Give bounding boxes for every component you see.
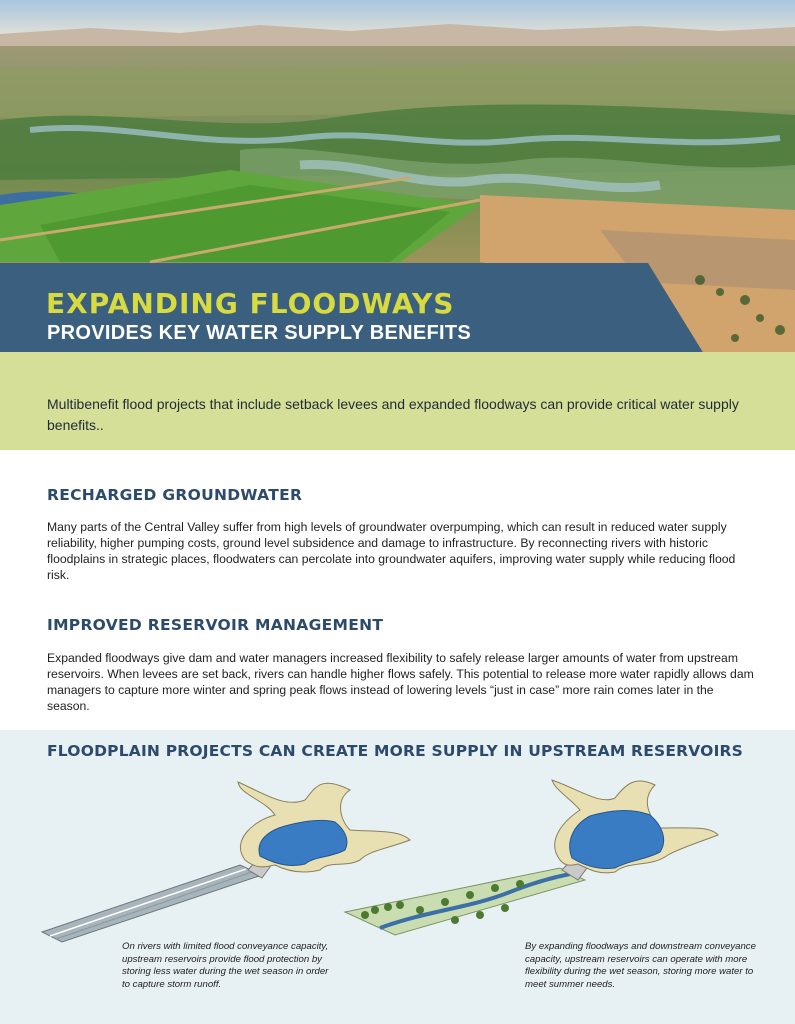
section-heading-reservoir: IMPROVED RESERVOIR MANAGEMENT — [47, 616, 384, 634]
diagram-heading: FLOODPLAIN PROJECTS CAN CREATE MORE SUPPLY IN UPSTREAM RESERVOIRS — [47, 742, 744, 760]
caption-right: By expanding floodways and downstream conveyance capacity, upstream reservoirs can operate with more flexibility during the wet season, storing more water to meet summer needs. — [525, 941, 756, 990]
reservoir-illustration-right — [345, 780, 718, 935]
reservoir-illustration-left — [42, 782, 410, 942]
page-subtitle: PROVIDES KEY WATER SUPPLY BENEFITS — [47, 322, 471, 344]
section-body-reservoir: Expanded floodways give dam and water managers increased flexibility to safely release larger amounts of water from upstream reservoirs. When levees are set back, rivers can handle higher flows safely. This potential to release more water rapidly allows dam managers to capture more winter and spring peak flows instead of lowering levels “just in case” more rain comes later in the season. — [47, 651, 754, 713]
intro-text: Multibenefit flood projects that include setback levees and expanded floodways can provide critical water supply benefits.. — [47, 396, 739, 433]
section-heading-groundwater: RECHARGED GROUNDWATER — [47, 486, 303, 504]
caption-left: On rivers with limited flood conveyance capacity, upstream reservoirs provide flood protection by storing less water during the wet season in order to capture storm runoff. — [122, 941, 329, 990]
section-body-groundwater: Many parts of the Central Valley suffer from high levels of groundwater overpumping, which can result in reduced water supply reliability, higher pumping costs, ground level subsidence and damage to infrastructure. By reconnecting rivers with historic floodplains in strategic places, floodwaters can percolate into groundwater aquifers, improving water supply while reducing flood risk. — [47, 520, 736, 582]
page-title: EXPANDING FLOODWAYS — [46, 287, 455, 320]
